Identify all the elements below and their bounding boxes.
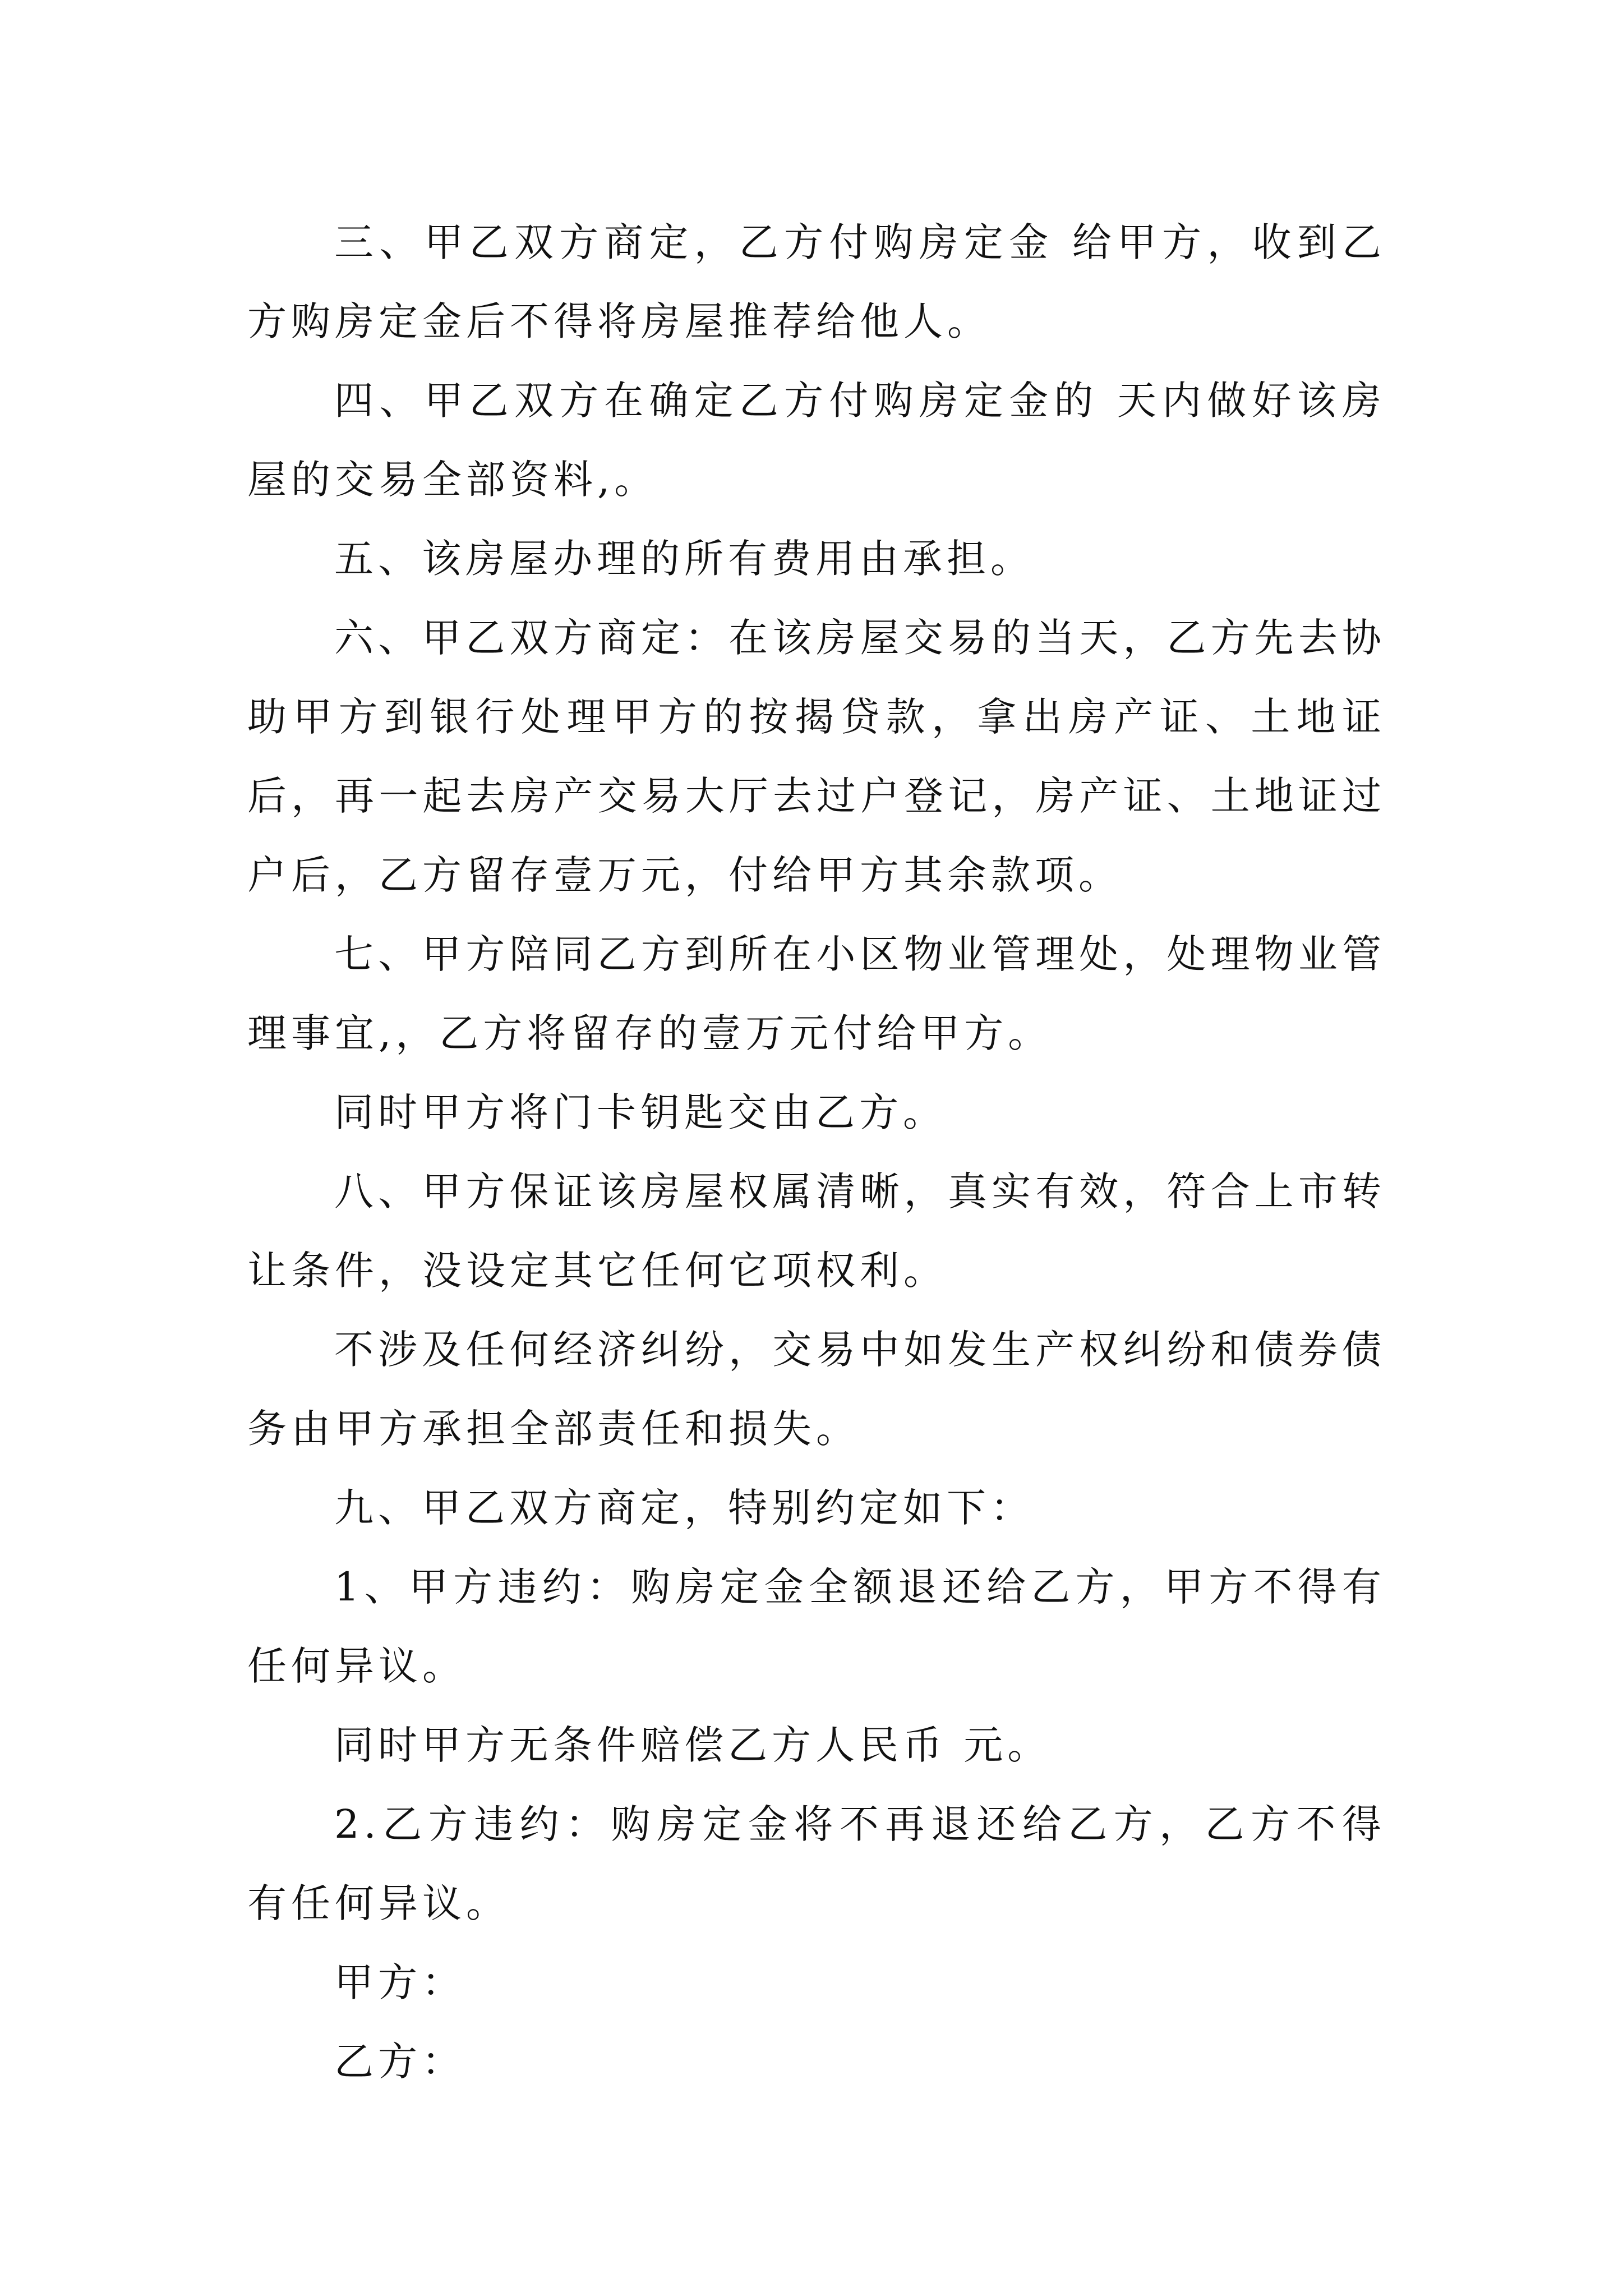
clause-7: 七、甲方陪同乙方到所在小区物业管理处，处理物业管理事宜,，乙方将留存的壹万元付给甲方。 — [247, 931, 1386, 1056]
clause-7-continued: 同时甲方将门卡钥匙交由乙方。 — [334, 1089, 947, 1135]
clause-9-item-2: 2.乙方违约：购房定金将不再退还给乙方，乙方不得有任何异议。 — [247, 1801, 1386, 1926]
clause-4: 四、甲乙双方在确定乙方付购房定金的 天内做好该房屋的交易全部资料,。 — [247, 378, 1386, 503]
clause-8: 八、甲方保证该房屋权属清晰，真实有效，符合上市转让条件，没设定其它任何它项权利。 — [247, 1168, 1386, 1294]
party-b-signature-line: 乙方： — [334, 2039, 465, 2085]
party-a-signature-line: 甲方： — [334, 1959, 465, 2005]
clause-8-continued: 不涉及任何经济纠纷，交易中如发生产权纠纷和债券债务由甲方承担全部责任和损失。 — [247, 1327, 1386, 1452]
document-body — [247, 203, 1386, 2101]
clause-9-item-1: 1、甲方违约：购房定金全额退还给乙方，甲方不得有任何异议。 — [247, 1564, 1386, 1689]
clause-3: 三、甲乙双方商定，乙方付购房定金 给甲方，收到乙方购房定金后不得将房屋推荐给他人。 — [247, 219, 1386, 344]
clause-5: 五、该房屋办理的所有费用由承担。 — [334, 536, 1034, 582]
clause-6: 六、甲乙双方商定：在该房屋交易的当天，乙方先去协助甲方到银行处理甲方的按揭贷款，拿出房产证、土地证后，再一起去房产交易大厅去过户登记，房产证、土地证过户后，乙方留存壹万元，付给甲方其余款项。 — [247, 615, 1386, 898]
clause-9-item-1-continued: 同时甲方无条件赔偿乙方人民币 元。 — [334, 1722, 1052, 1768]
clause-9: 九、甲乙双方商定，特别约定如下： — [334, 1485, 1034, 1531]
